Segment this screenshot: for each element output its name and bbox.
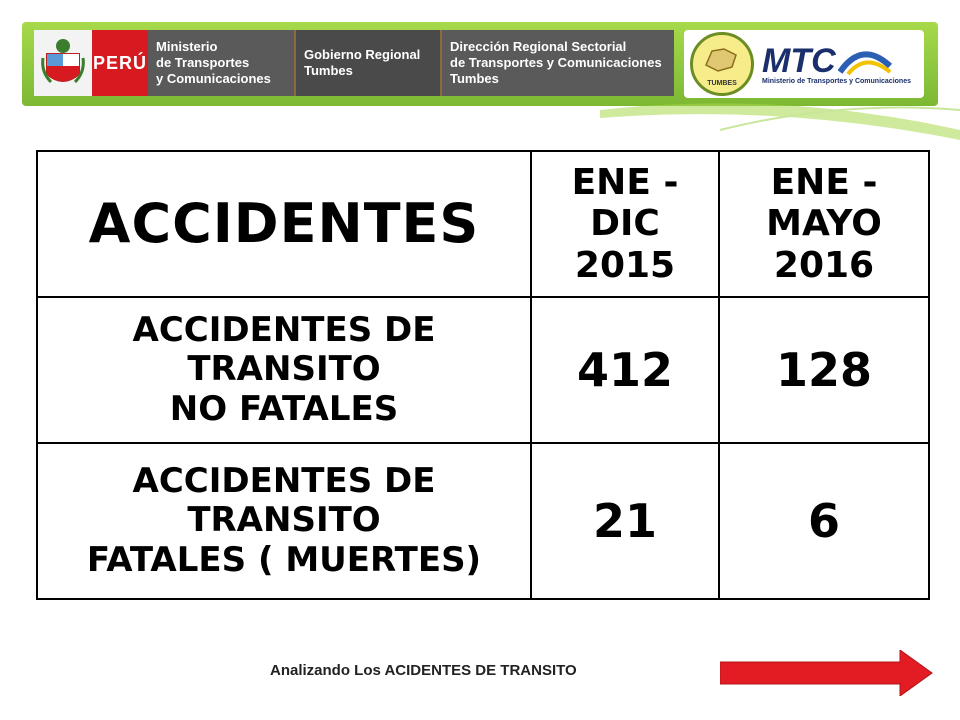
value-2016-no-fatales: 128 [719,297,929,443]
table-row [37,297,929,443]
value-2015-fatales: 21 [531,443,719,599]
ministry-line-1: Ministerio [156,39,218,54]
column-header-2016-period: ENE - MAYO [766,161,882,245]
tumbes-seal-text: TUMBES [707,80,737,87]
tumbes-seal-icon [690,32,754,96]
direccion-line-3: Tumbes [450,71,499,86]
column-header-2015 [531,151,719,297]
footer-caption: Analizando Los ACIDENTES DE TRANSITO [270,662,577,679]
row-label-line-2: NO FATALES [169,388,399,429]
mtc-logo-text [762,41,911,80]
ministry-name [148,30,294,96]
row-label-no-fatales [37,297,531,443]
table-title: ACCIDENTES [37,151,531,297]
mtc-subtitle: Ministerio de Transportes y Comunicaciones [762,77,911,85]
direccion-line-1: Dirección Regional Sectorial [450,39,627,54]
government-banner [34,30,674,96]
mtc-logo [762,41,911,85]
row-label-line-1: ACCIDENTES DE TRANSITO [132,461,436,541]
row-label-line-2: FATALES ( MUERTES) [86,539,482,580]
column-header-2016 [719,151,929,297]
mtc-swoosh-icon [838,46,892,76]
row-label-fatales [37,443,531,599]
column-header-2015-period: ENE - DIC [571,161,679,245]
gobierno-line-2: Tumbes [304,63,353,78]
accidents-table [36,150,930,600]
value-2015-no-fatales: 412 [531,297,719,443]
peru-label: PERÚ [92,30,148,96]
table-row [37,443,929,599]
direccion-regional [440,30,674,96]
column-header-2016-year: 2016 [773,244,875,286]
column-header-2015-year: 2015 [574,244,676,286]
peru-coat-of-arms-icon [34,30,92,96]
table-header-row [37,151,929,297]
gobierno-line-1: Gobierno Regional [304,47,421,62]
direccion-line-2: de Transportes y Comunicaciones [450,55,662,70]
decorative-swoosh [600,90,960,150]
value-2016-fatales: 6 [719,443,929,599]
logo-panel [684,30,924,98]
ministry-line-3: y Comunicaciones [156,71,271,86]
ministry-line-2: de Transportes [156,55,250,70]
right-arrow-icon[interactable] [720,650,934,696]
gobierno-regional [294,30,440,96]
mtc-wordmark: MTC [762,41,836,80]
row-label-line-1: ACCIDENTES DE TRANSITO [132,310,436,390]
